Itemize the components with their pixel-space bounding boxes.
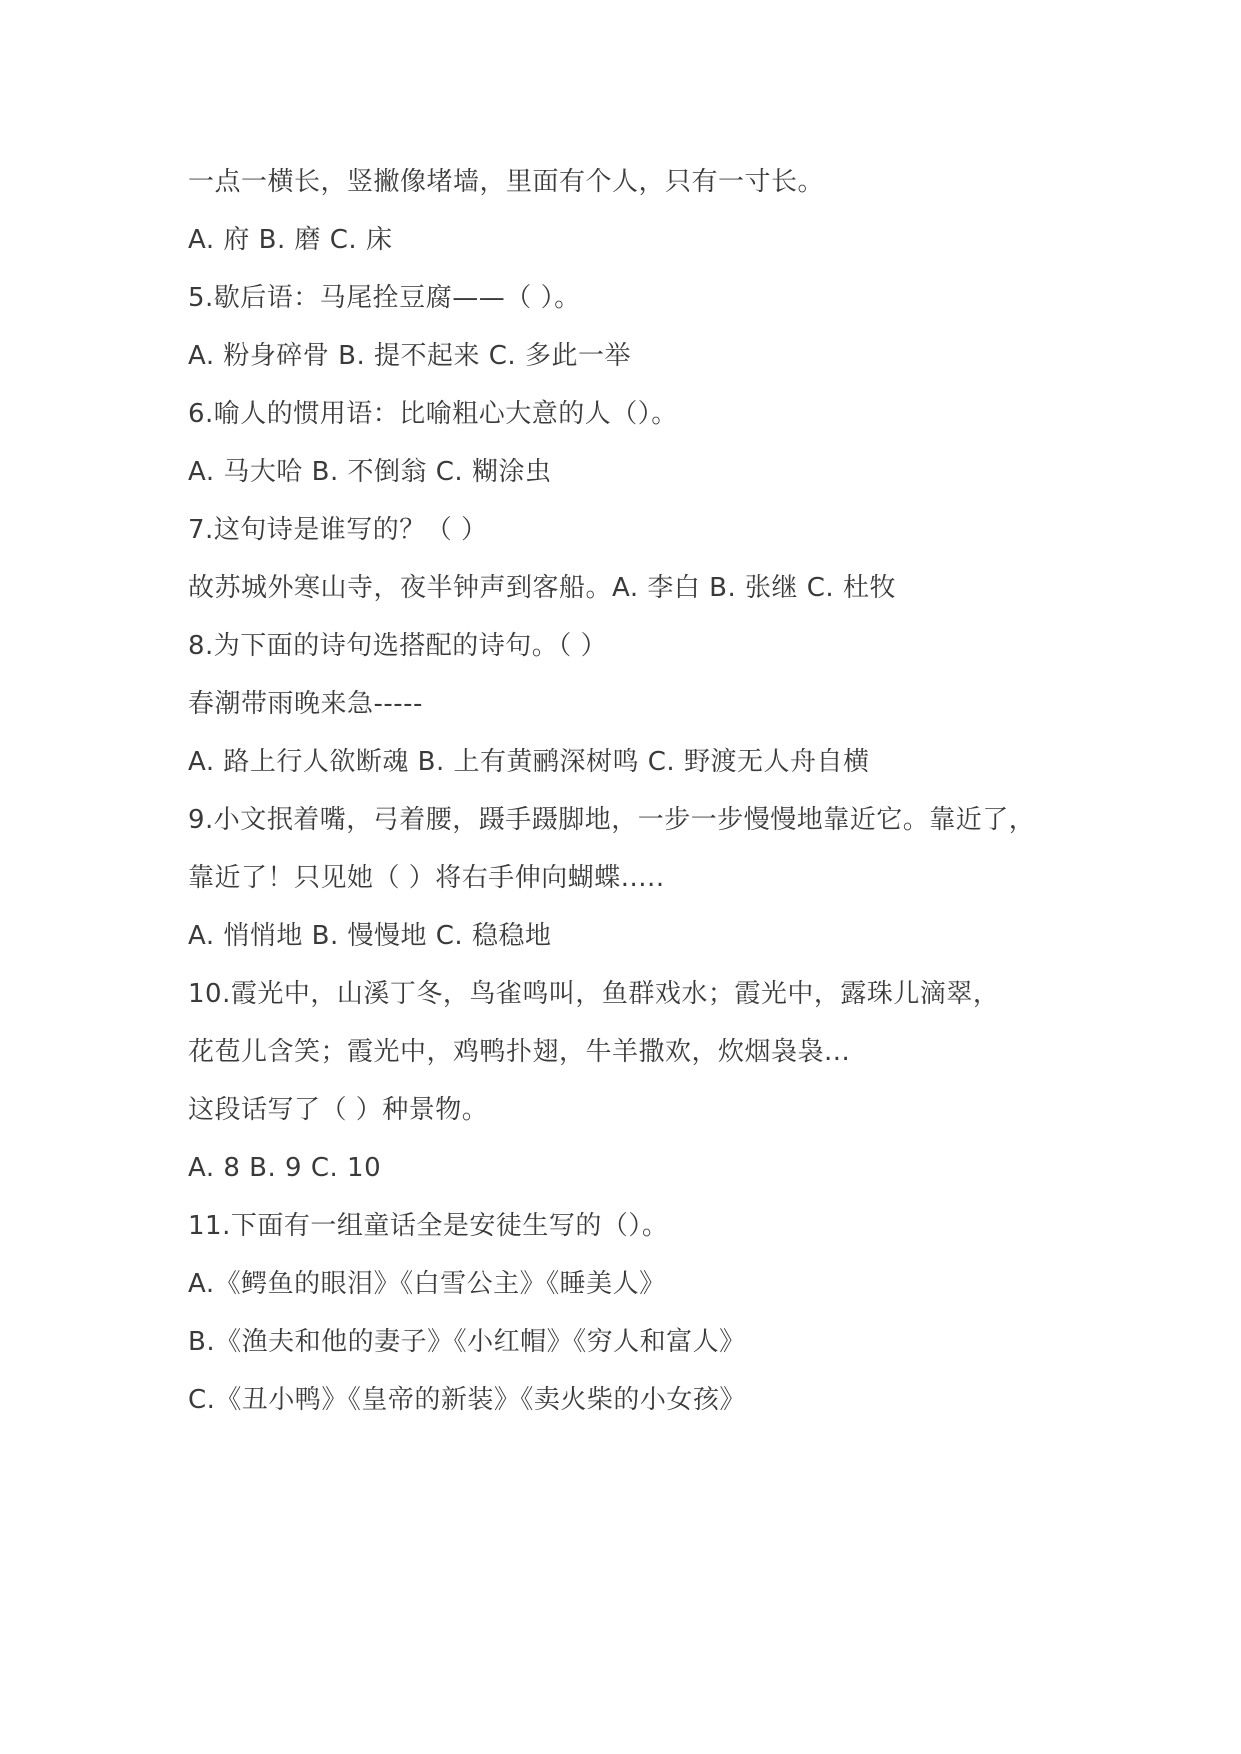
q10-passage-line2: 花苞儿含笑；霞光中，鸡鸭扑翅，牛羊撒欢，炊烟袅袅...: [188, 1037, 851, 1067]
q8-poem-line: 春潮带雨晚来急-----: [188, 689, 423, 719]
q10-passage-line1: 10.霞光中，山溪丁冬，鸟雀鸣叫，鱼群戏水；霞光中，露珠儿滴翠，: [188, 979, 1000, 1009]
q11-option-a: A.《鳄鱼的眼泪》《白雪公主》《睡美人》: [188, 1269, 666, 1299]
q7-poem-and-options: 故苏城外寒山寺，夜半钟声到客船。A. 李白 B. 张继 C. 杜牧: [188, 573, 896, 603]
riddle-text: 一点一横长，竖撇像堵墙，里面有个人，只有一寸长。: [188, 167, 825, 197]
q4-options: A. 府 B. 磨 C. 床: [188, 225, 393, 255]
q9-question-line2: 靠近了！只见她（ ）将右手伸向蝴蝶.....: [188, 863, 665, 893]
q8-question: 8.为下面的诗句选搭配的诗句。（ ）: [188, 631, 608, 661]
q9-question-line1: 9.小文抿着嘴，弓着腰，蹑手蹑脚地，一步一步慢慢地靠近它。靠近了，: [188, 805, 1036, 835]
q5-options: A. 粉身碎骨 B. 提不起来 C. 多此一举: [188, 341, 631, 371]
q10-question: 这段话写了（ ）种景物。: [188, 1095, 489, 1125]
q9-options: A. 悄悄地 B. 慢慢地 C. 稳稳地: [188, 921, 552, 951]
q11-option-c: C.《丑小鸭》《皇帝的新装》《卖火柴的小女孩》: [188, 1385, 746, 1415]
q11-option-b: B.《渔夫和他的妻子》《小红帽》《穷人和富人》: [188, 1327, 746, 1357]
q6-options: A. 马大哈 B. 不倒翁 C. 糊涂虫: [188, 457, 552, 487]
q11-question: 11.下面有一组童话全是安徒生写的（）。: [188, 1211, 669, 1241]
q6-question: 6.喻人的惯用语：比喻粗心大意的人（）。: [188, 399, 678, 429]
q7-question: 7.这句诗是谁写的？（ ）: [188, 515, 488, 545]
q8-options: A. 路上行人欲断魂 B. 上有黄鹂深树鸣 C. 野渡无人舟自横: [188, 747, 870, 777]
q10-options: A. 8 B. 9 C. 10: [188, 1153, 382, 1183]
q5-question: 5.歇后语：马尾拴豆腐——（ ）。: [188, 283, 581, 313]
